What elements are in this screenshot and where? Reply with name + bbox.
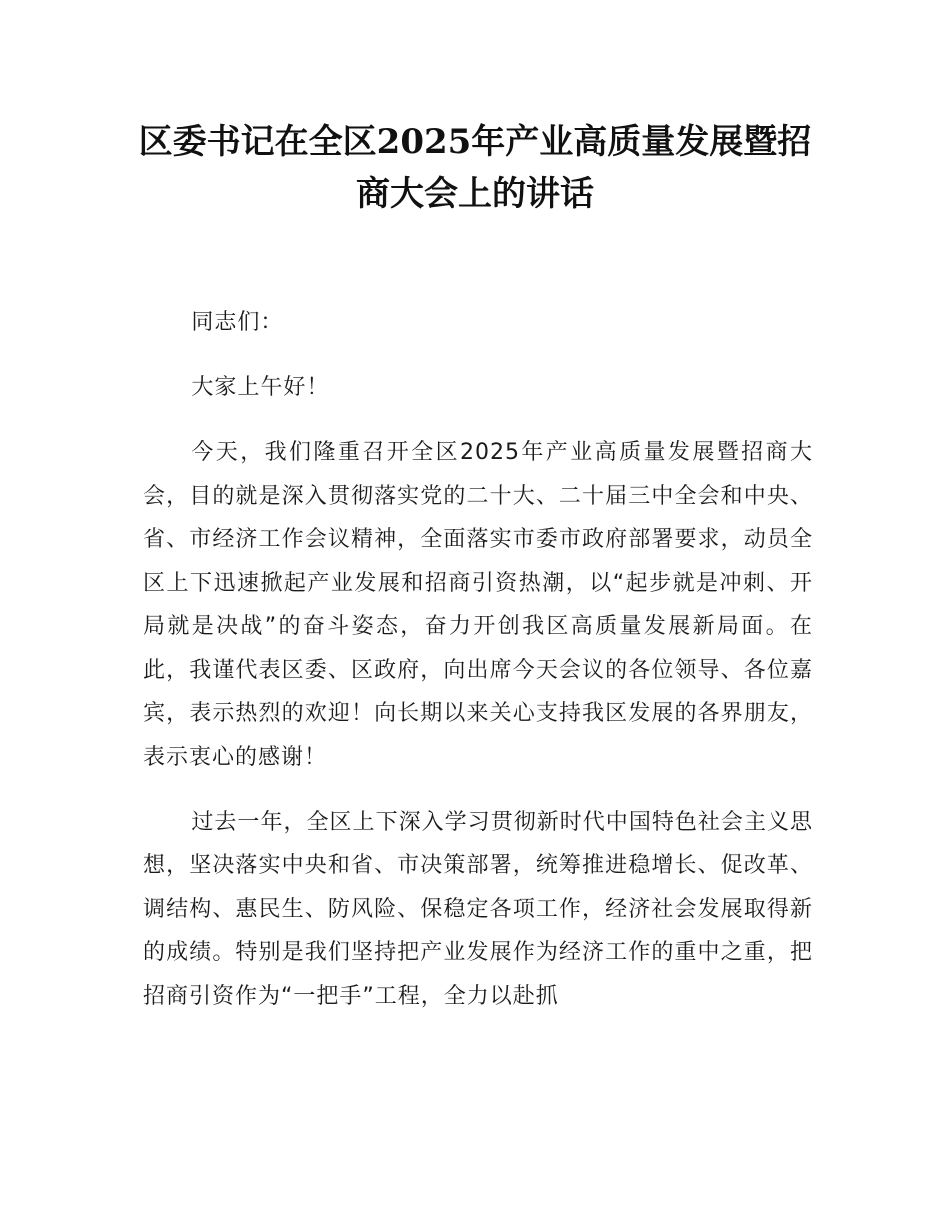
paragraph-2: 过去一年，全区上下深入学习贯彻新时代中国特色社会主义思想，坚决落实中央和省、市决策部署，统筹推进稳增长、促改革、调结构、惠民生、防风险、保稳定各项工作，经济社会发展取得新的成绩。特别是我们坚持把产业发展作为经济工作的重中之重，把招商引资作为“一把手”工程，全力以赴抓 (143, 809, 813, 1009)
document-body (143, 301, 813, 1040)
salutation: 同志们： (191, 310, 284, 335)
greeting: 大家上午好！ (191, 375, 330, 400)
paragraph-1: 今天，我们隆重召开全区2025年产业高质量发展暨招商大会，目的就是深入贯彻落实党的二十大、二十届三中全会和中央、省、市经济工作会议精神，全面落实市委市政府部署要求，动员全区上下迅速掀起产业发展和招商引资热潮，以“起步就是冲刺、开局就是决战”的奋斗姿态，奋力开创我区高质量发展新局面。在此，我谨代表区委、区政府，向出席今天会议的各位领导、各位嘉宾，表示热烈的欢迎！向长期以来关心支持我区发展的各界朋友，表示衷心的感谢！ (143, 440, 813, 770)
title-line-2: 商大会上的讲话 (356, 174, 594, 214)
title-line-1: 区委书记在全区2025年产业高质量发展暨招 (138, 122, 812, 162)
document-title (130, 116, 820, 220)
